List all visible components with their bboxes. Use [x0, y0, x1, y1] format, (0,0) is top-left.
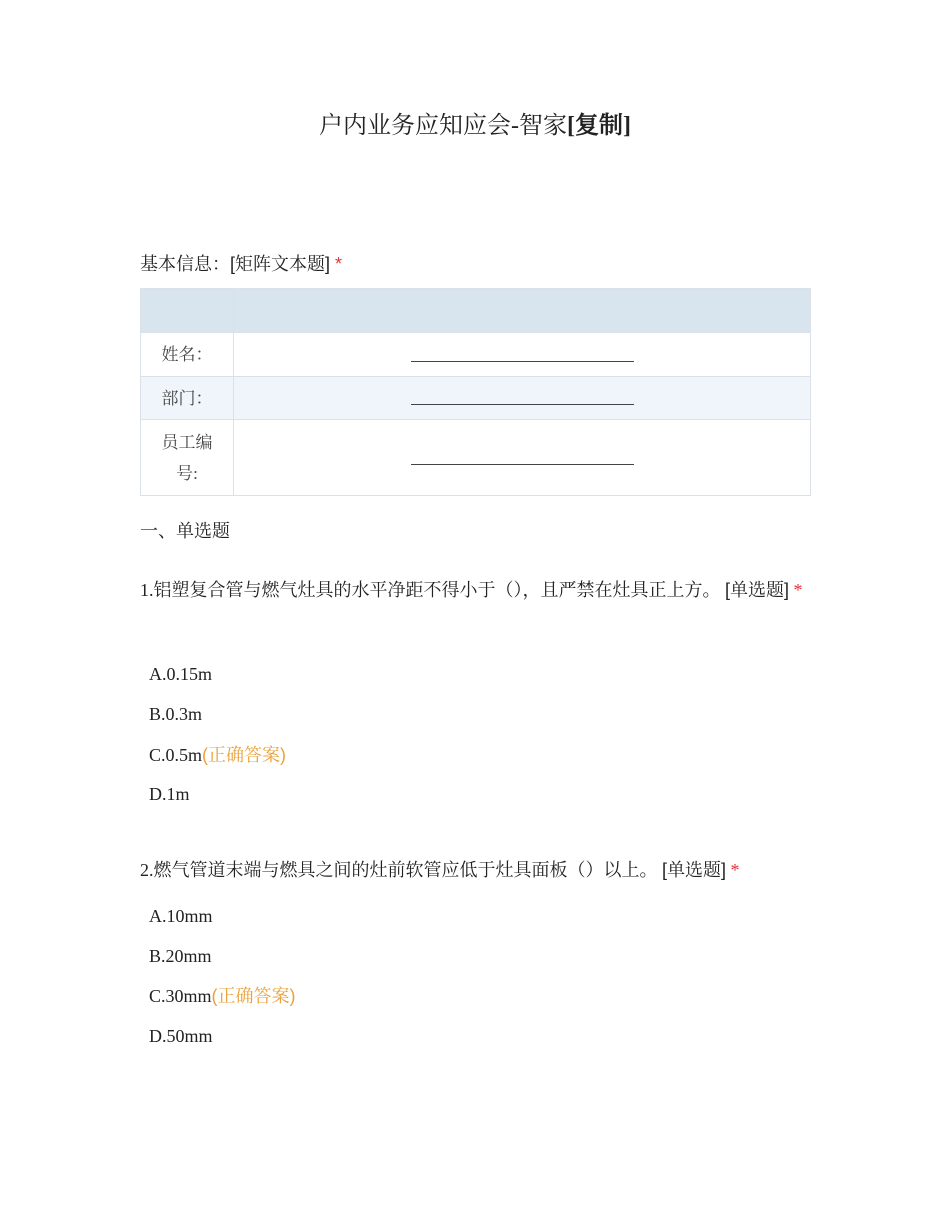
question-1-option-a[interactable]	[149, 661, 212, 687]
required-mark: *	[335, 254, 343, 274]
option-text: C.30mm	[149, 986, 212, 1006]
matrix-row-employee-id	[141, 420, 811, 496]
question-2-option-c[interactable]	[149, 983, 296, 1009]
required-mark: *	[730, 860, 740, 880]
matrix-row-label	[141, 420, 234, 496]
question-text: 燃气管道末端与燃具之间的灶前软管应低于灶具面板（）以上。	[153, 860, 658, 880]
question-type-tag: [单选题]	[662, 860, 727, 880]
option-text: B.0.3m	[149, 704, 203, 724]
matrix-header-label-cell	[141, 289, 234, 333]
basic-info-matrix	[140, 288, 811, 496]
employee-id-label-line2: 号:	[176, 463, 198, 483]
survey-title	[0, 108, 950, 144]
option-text: D.1m	[149, 784, 190, 804]
required-mark: *	[793, 580, 803, 600]
matrix-header-input-cell	[234, 289, 811, 333]
basic-info-label	[140, 251, 342, 277]
option-text: D.50mm	[149, 1026, 213, 1046]
question-1-option-d[interactable]	[149, 781, 190, 807]
question-1-option-c[interactable]	[149, 742, 286, 768]
name-input-line[interactable]	[411, 360, 634, 362]
name-label: 姓名：	[161, 345, 213, 364]
question-number: 2.	[140, 860, 154, 880]
option-text: A.10mm	[149, 906, 213, 926]
section-heading: 一、单选题	[140, 521, 230, 541]
department-label: 部门：	[161, 388, 213, 408]
matrix-row-department	[141, 377, 811, 420]
matrix-row-name	[141, 333, 811, 377]
question-2-option-d[interactable]	[149, 1023, 213, 1049]
question-2-option-a[interactable]	[149, 903, 213, 929]
matrix-row-label	[141, 377, 234, 420]
employee-id-label-line1: 员工编	[161, 432, 213, 452]
question-1-stem	[140, 572, 810, 609]
employee-id-input-cell[interactable]	[234, 420, 811, 496]
basic-info-label-text: 基本信息：[矩阵文本题]	[140, 254, 331, 274]
matrix-header-row	[141, 289, 811, 333]
matrix-row-label	[141, 333, 234, 377]
option-text: B.20mm	[149, 946, 212, 966]
department-input-line[interactable]	[411, 403, 634, 405]
correct-answer-tag: (正确答案)	[202, 745, 287, 765]
department-input-cell[interactable]	[234, 377, 811, 420]
name-input-cell[interactable]	[234, 333, 811, 377]
employee-id-input-line[interactable]	[411, 463, 634, 465]
question-2-option-b[interactable]	[149, 943, 212, 969]
question-1-option-b[interactable]	[149, 701, 202, 727]
survey-title-suffix: [复制]	[567, 113, 631, 139]
question-number: 1.	[140, 580, 154, 600]
survey-title-text: 户内业务应知应会-智家	[319, 113, 567, 139]
correct-answer-tag: (正确答案)	[211, 986, 296, 1006]
option-text: A.0.15m	[149, 664, 212, 684]
option-text: C.0.5m	[149, 745, 203, 765]
question-text: 铝塑复合管与燃气灶具的水平净距不得小于（），且严禁在灶具正上方。	[153, 580, 721, 600]
question-2-stem	[140, 852, 810, 889]
question-type-tag: [单选题]	[725, 580, 790, 600]
